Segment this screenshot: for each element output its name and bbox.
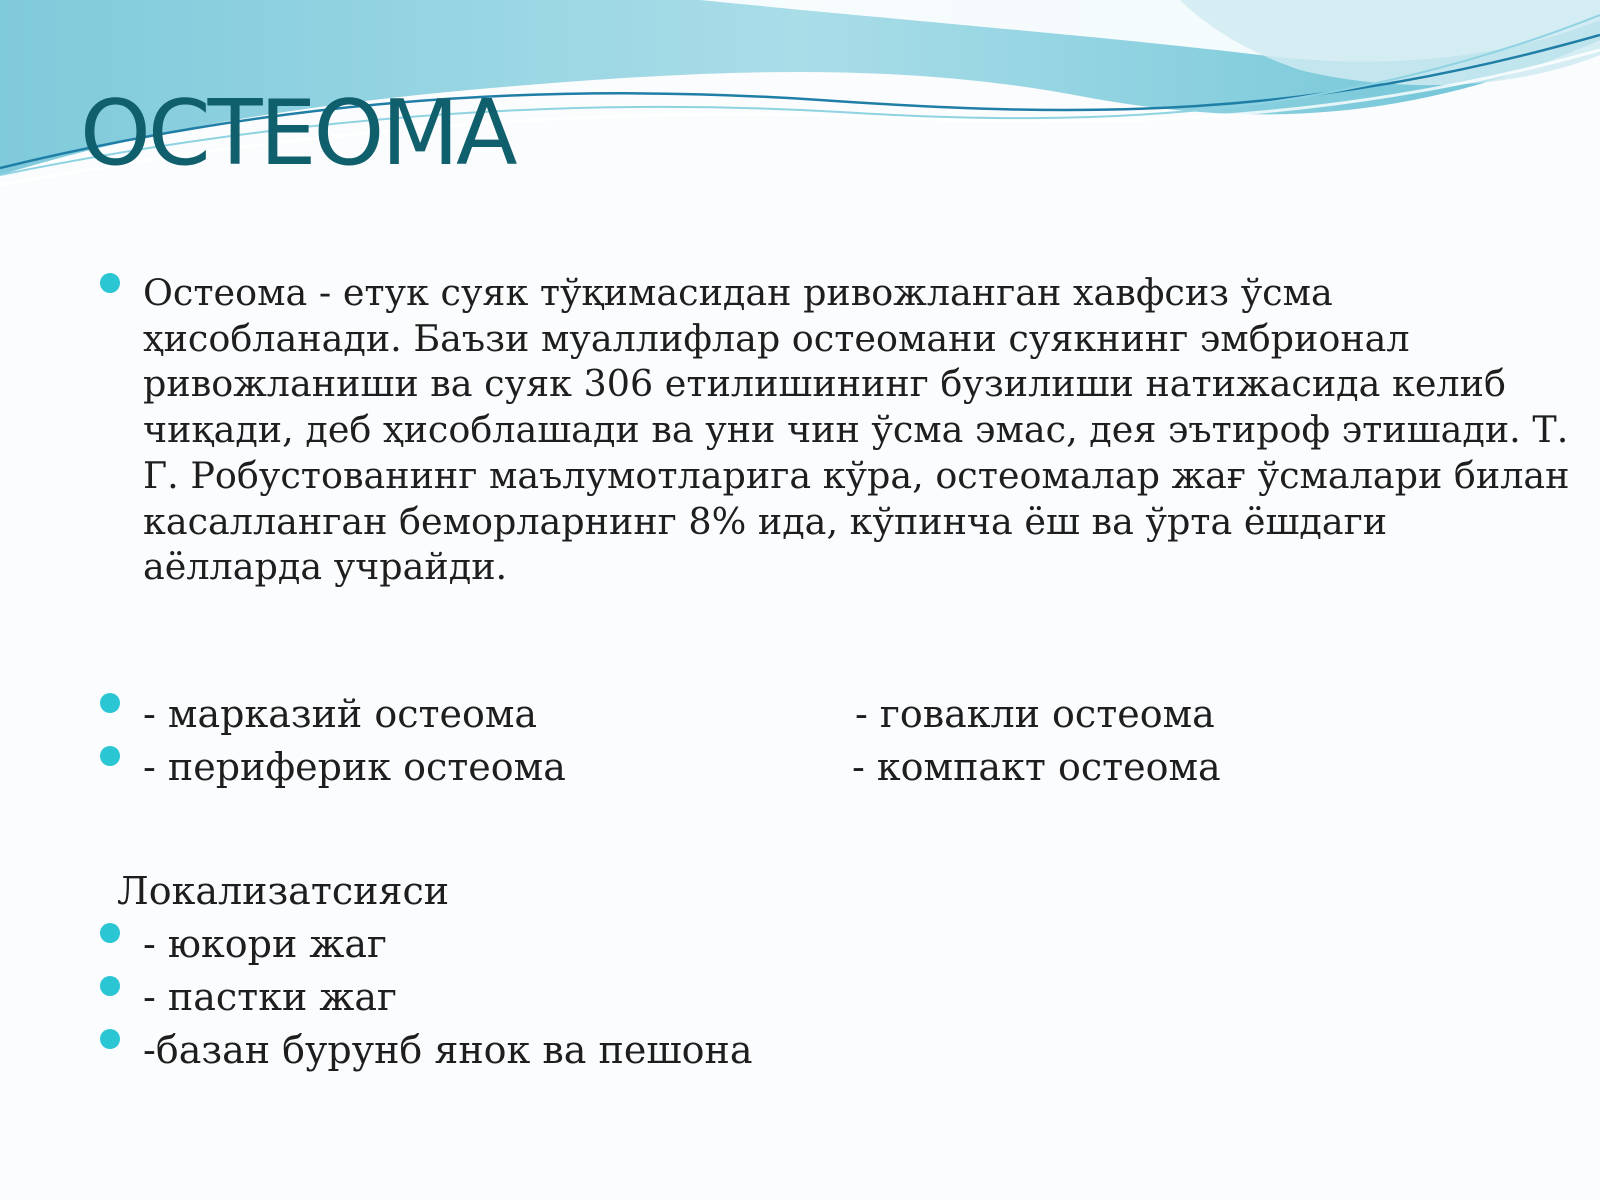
- localization-item-label: - юкори жаг: [143, 922, 387, 966]
- type-left-label: - периферик остеома: [143, 745, 566, 789]
- bullet-dot-icon: [100, 923, 120, 943]
- localization-item-label: -базан бурунб янок ва пешона: [143, 1028, 753, 1072]
- localization-label: Локализатсияси: [117, 869, 450, 913]
- bullet-dot-icon: [100, 746, 120, 766]
- bullet-dot-icon: [100, 693, 120, 713]
- slide-title: ОСТЕОМА: [80, 81, 515, 186]
- type-right-label: - говакли остеома: [855, 692, 1215, 736]
- localization-item-label: - пастки жаг: [143, 975, 397, 1019]
- bullet-dot-icon: [100, 976, 120, 996]
- bullet-dot-icon: [100, 273, 120, 293]
- bullet-dot-icon: [100, 1029, 120, 1049]
- definition-paragraph: Остеома - етук суяк тўқимасидан ривожланган хавфсиз ўсма ҳисобланади. Баъзи муаллифлар остеомани суякнинг эмбрионал ривожланиши ва суяк 306 етилишининг бузилиши натижасида келиб чиқади, деб ҳисоблашади ва уни чин ўсма эмас, дея эътироф этишади. Т. Г. Робустованинг маълумотларига кўра, остеомалар жағ ўсмалари билан касалланган беморларнинг 8% ида, кўпинча ёш ва ўрта ёшдаги аёлларда учрайди.: [143, 271, 1570, 589]
- type-left-label: - марказий остеома: [143, 692, 538, 736]
- type-right-label: - компакт остеома: [852, 745, 1221, 789]
